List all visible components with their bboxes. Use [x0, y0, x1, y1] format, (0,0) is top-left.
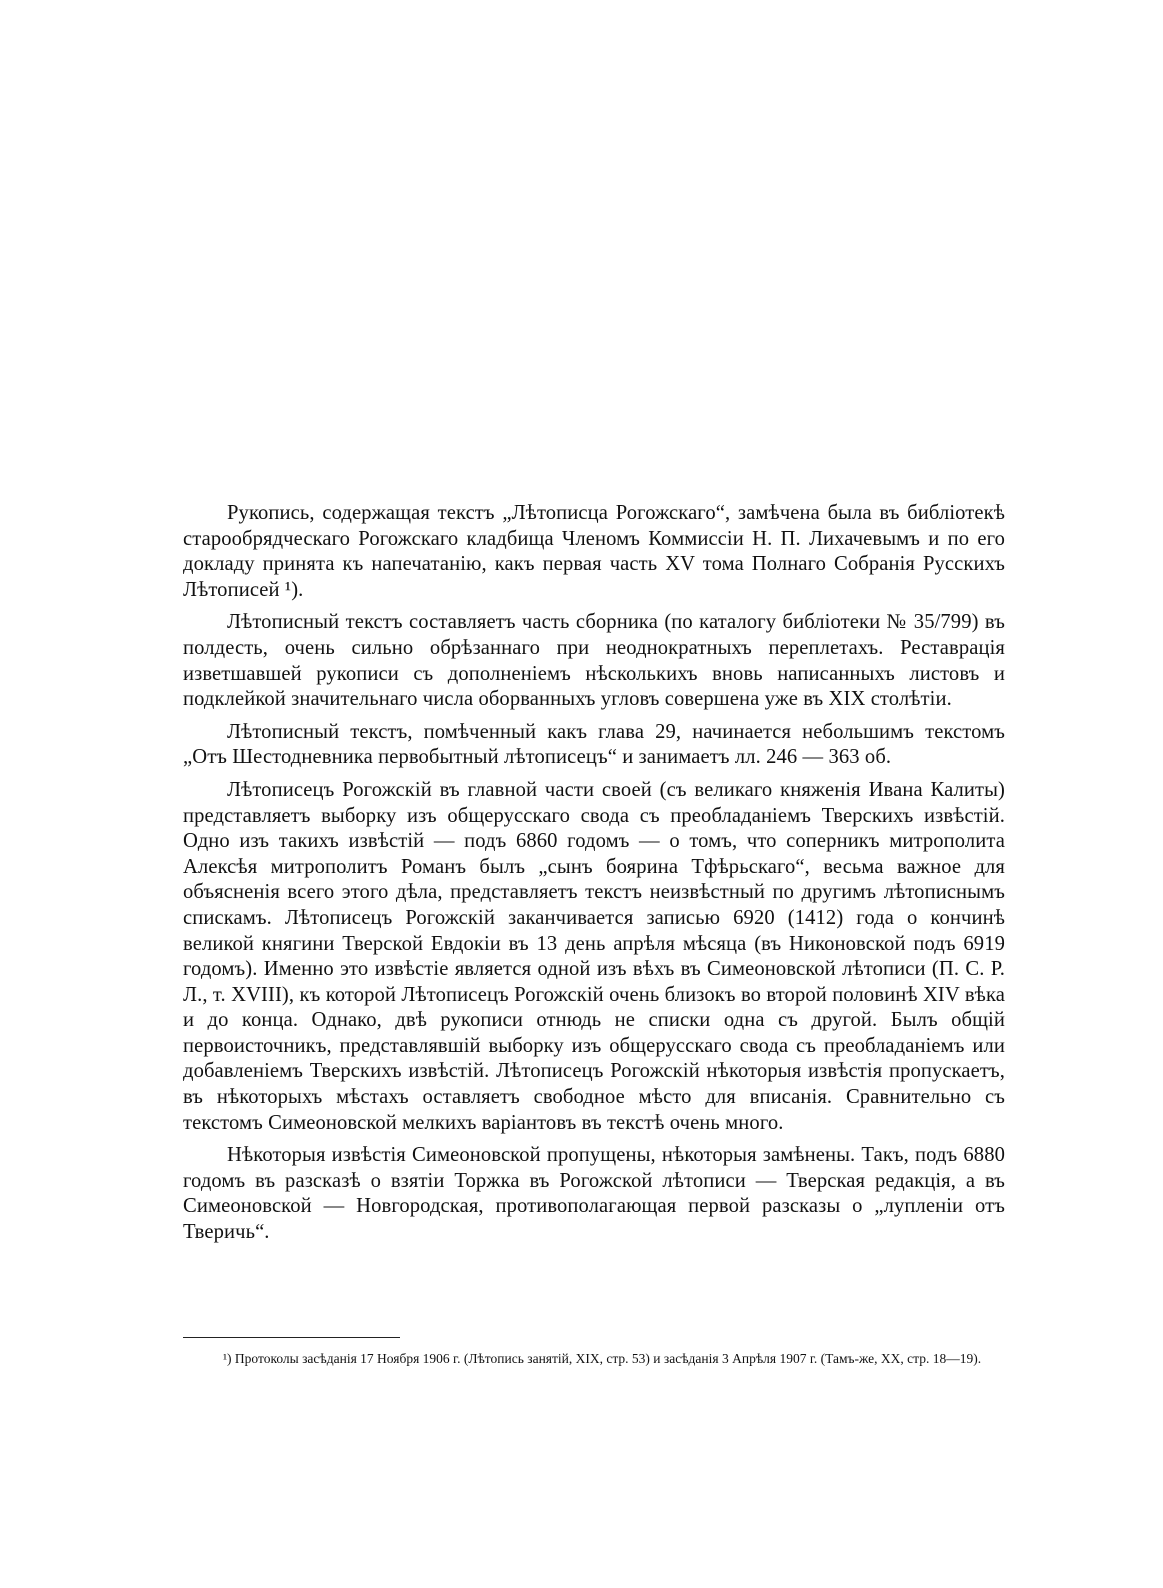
paragraph-3: Лѣтописный текстъ, помѣченный какъ глава 29, начинается небольшимъ текстомъ „Отъ Шестодневника первобытный лѣтописецъ“ и занимаетъ лл. 246 — 363 об.	[183, 720, 1005, 769]
footnote-divider	[183, 1337, 400, 1338]
main-text	[183, 501, 1005, 1253]
paragraph-5: Нѣкоторыя извѣстія Симеоновской пропущены, нѣкоторыя замѣнены. Такъ, подъ 6880 годомъ въ разсказѣ о взятіи Торжка въ Рогожской лѣтописи — Тверская редакція, а въ Симеоновской — Новгородская, противополагающая первой разсказы о „лупленіи отъ Тверичь“.	[183, 1144, 1005, 1244]
paragraph-1: Рукопись, содержащая текстъ „Лѣтописца Рогожскаго“, замѣчена была въ библіотекѣ старообрядческаго Рогожскаго кладбища Членомъ Коммиссіи Н. П. Лихачевымъ и по его докладу принята къ напечатанію, какъ первая часть XV тома Полнаго Собранія Русскихъ Лѣтописей ¹).	[183, 502, 1005, 601]
paragraph-2: Лѣтописный текстъ составляетъ часть сборника (по каталогу библіотеки № 35/799) въ полдесть, очень сильно обрѣзаннаго при неоднократныхъ переплетахъ. Реставрація изветшавшей рукописи съ дополненіемъ нѣсколькихъ вновь написанныхъ листовъ и подклейкой значительнаго числа оборванныхъ угловъ совершена уже въ XIX столѣтіи.	[183, 611, 1005, 711]
footnote: ¹) Протоколы засѣданія 17 Ноября 1906 г. (Лѣтопись занятій, XIX, стр. 53) и засѣданія 3 Апрѣля 1907 г. (Тамъ-же, XX, стр. 18—19).	[223, 1351, 982, 1366]
paragraph-4: Лѣтописецъ Рогожскій въ главной части своей (съ великаго княженія Ивана Калиты) представляетъ выборку изъ общерусскаго свода съ преобладаніемъ Тверскихъ извѣстій. Одно изъ такихъ извѣстій — подъ 6860 годомъ — о томъ, что соперникъ митрополита Алексѣя митрополитъ Романъ былъ „сынъ боярина Тфѣрьскаго“, весьма важное для объясненія всего этого дѣла, представляетъ текстъ неизвѣстный по другимъ лѣтописнымъ спискамъ. Лѣтописецъ Рогожскій заканчивается записью 6920 (1412) года о кончинѣ великой княгини Тверской Евдокіи въ 13 день апрѣля мѣсяца (въ Никоновской подъ 6919 годомъ). Именно это извѣстіе является одной изъ вѣхъ въ Симеоновской лѣтописи (П. С. Р. Л., т. XVIII), къ которой Лѣтописецъ Рогожскій очень близокъ во второй половинѣ XIV вѣка и до конца. Однако, двѣ рукописи отнюдь не списки одна съ другой. Былъ общій первоисточникъ, представлявшій выборку изъ общерусскаго свода съ преобладаніемъ или добавленіемъ Тверскихъ извѣстій. Лѣтописецъ Рогожскій нѣкоторыя извѣстія пропускаетъ, въ нѣкоторыхъ мѣстахъ оставляетъ свободное мѣсто для вписанія. Сравнительно съ текстомъ Симеоновской мелкихъ варіантовъ въ текстѣ очень много.	[183, 778, 1005, 1134]
